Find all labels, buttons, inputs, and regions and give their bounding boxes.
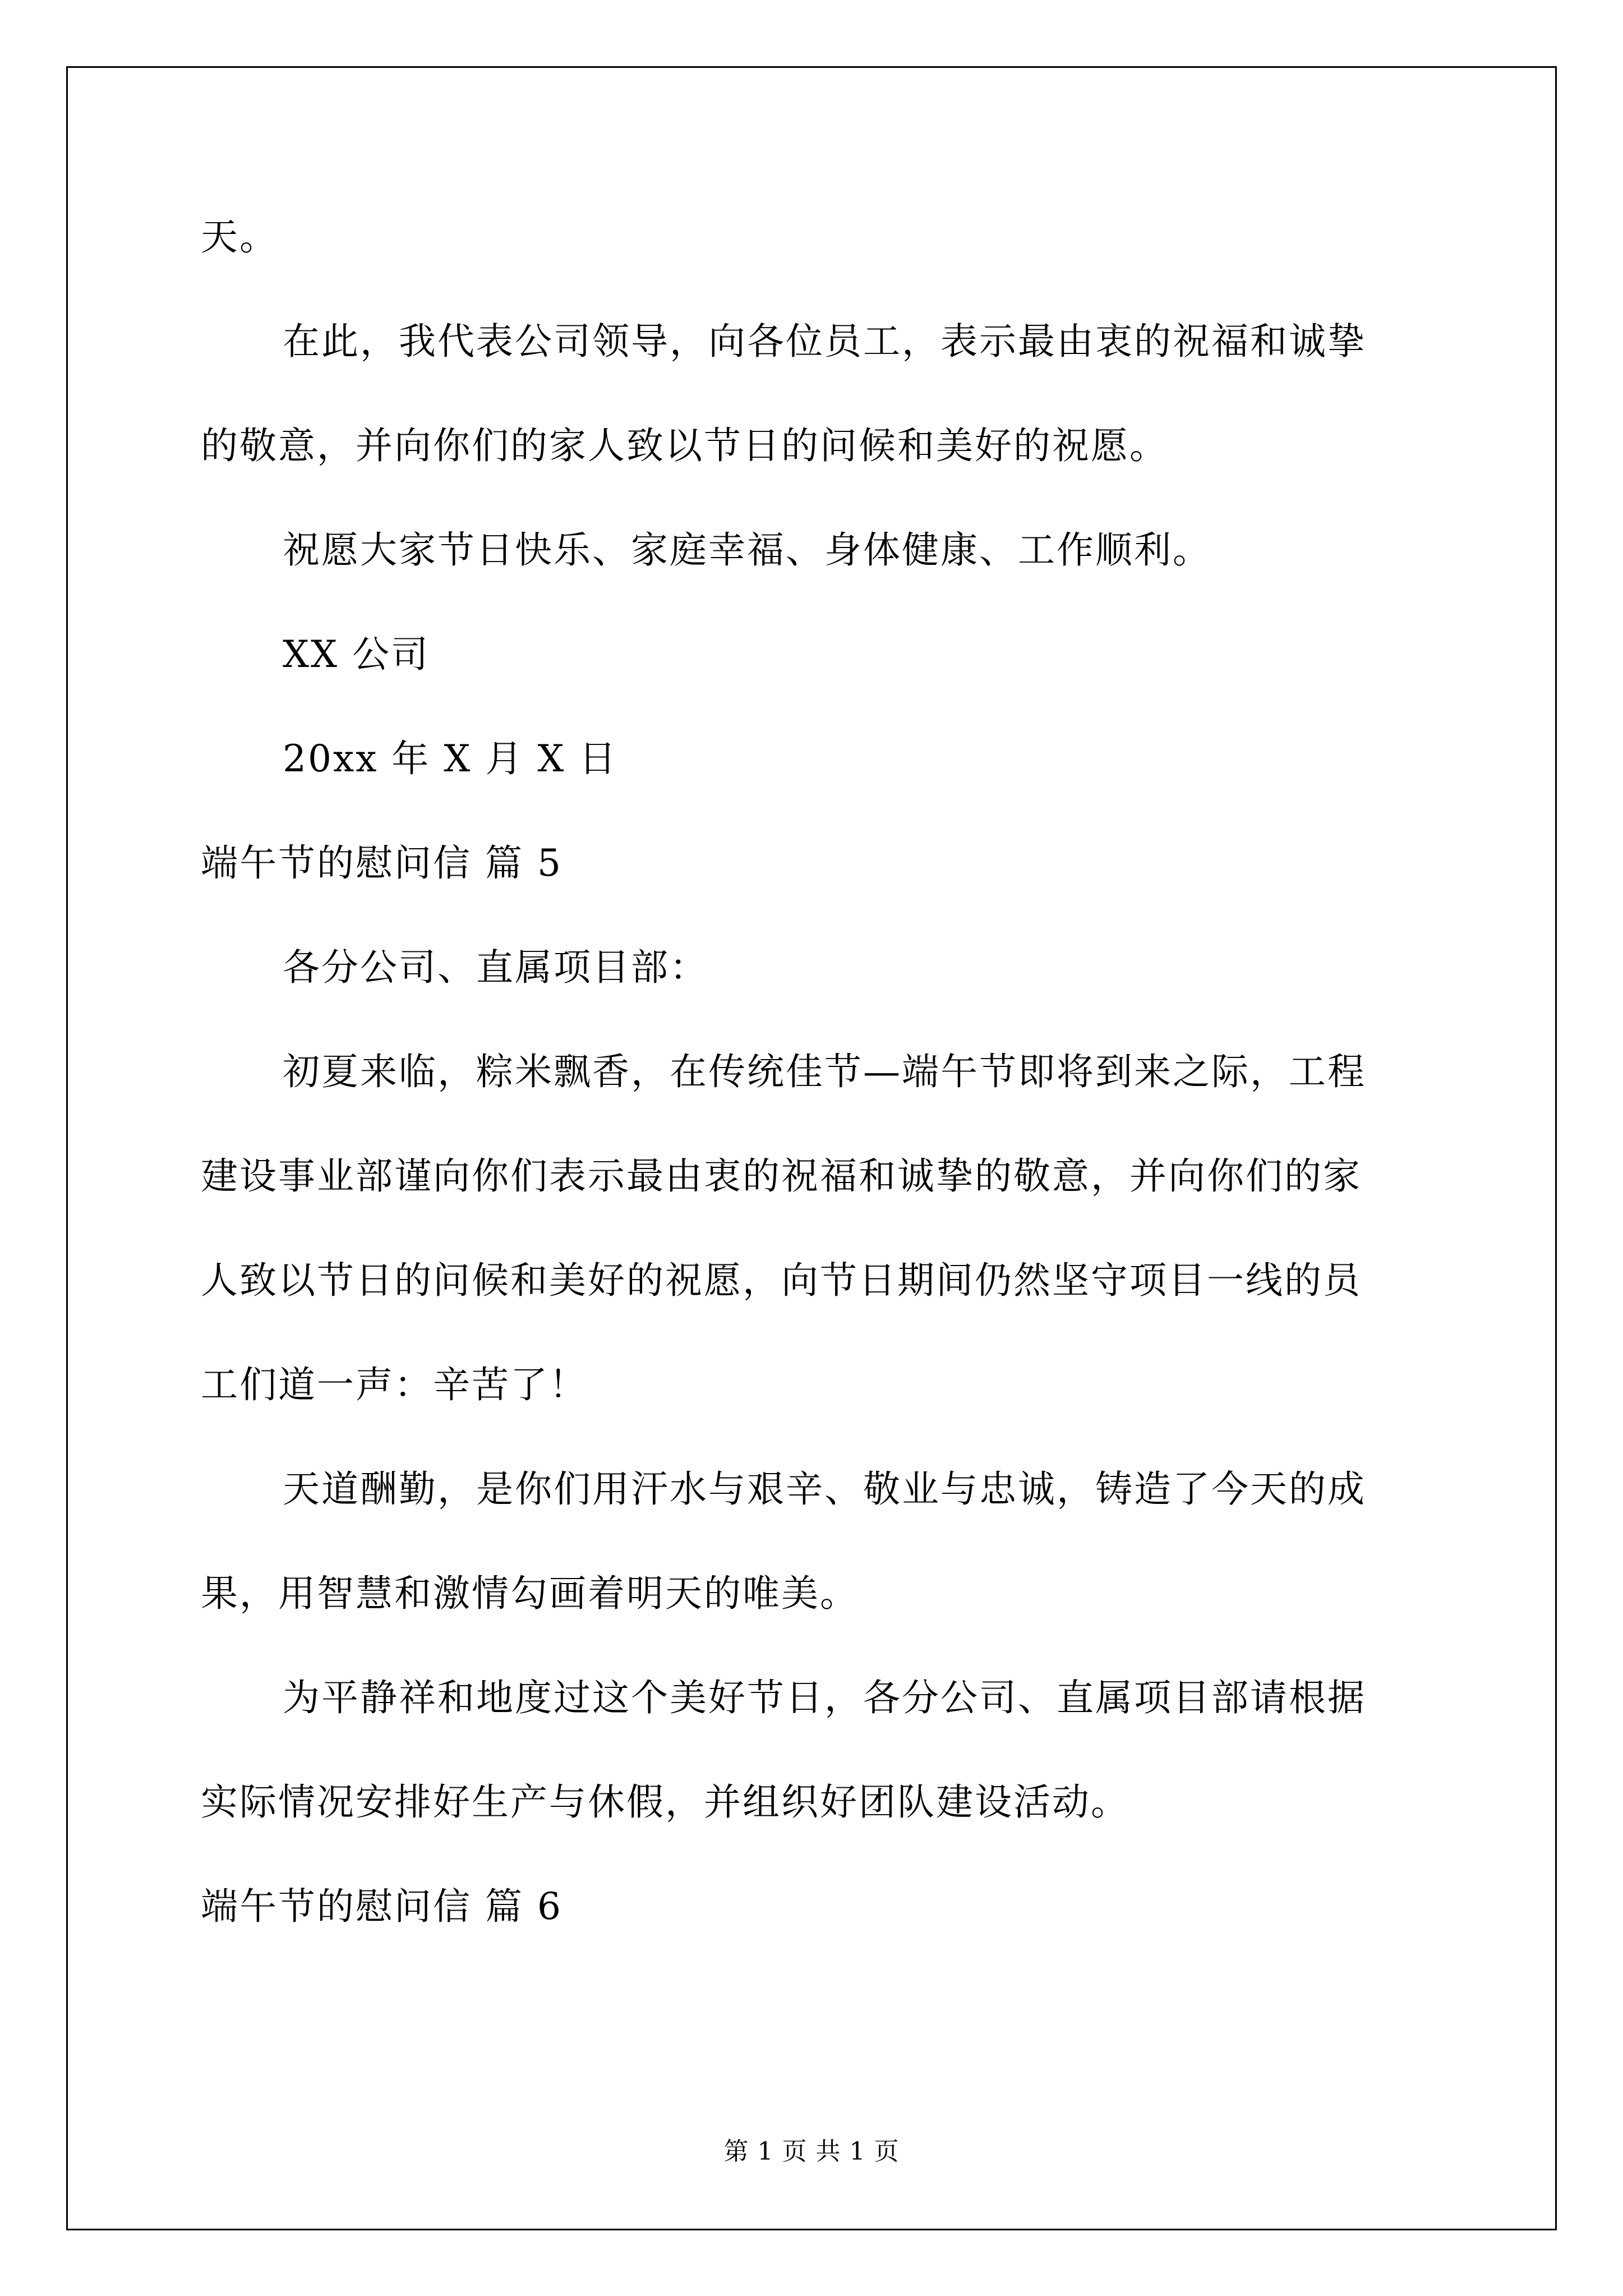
- page-footer: 第 1 页 共 1 页: [723, 2137, 900, 2166]
- paragraph-line: 初夏来临，粽米飘香，在传统佳节—端午节即将到来之际，工程: [283, 1050, 1366, 1093]
- text-line: 建设事业部谨向你们表示最由衷的祝福和诚挚的敬意，并向你们的家: [201, 1154, 1362, 1198]
- paragraph-line: 天道酬勤，是你们用汗水与艰辛、敬业与忠诚，铸造了今天的成: [283, 1467, 1366, 1511]
- paragraph-line: 为平静祥和地度过这个美好节日，各分公司、直属项目部请根据: [283, 1676, 1366, 1719]
- document-body: [201, 185, 1429, 1959]
- paragraph-line: 祝愿大家节日快乐、家庭幸福、身体健康、工作顺利。: [283, 528, 1211, 572]
- signature-date: 20xx 年 X 月 X 日: [283, 737, 618, 780]
- salutation: 各分公司、直属项目部：: [283, 946, 708, 989]
- text-line: 工们道一声：辛苦了！: [201, 1363, 588, 1406]
- section-heading: 端午节的慰问信 篇 5: [201, 841, 562, 885]
- text-line: 人致以节日的问候和美好的祝愿，向节日期间仍然坚守项目一线的员: [201, 1259, 1362, 1302]
- text-line: 实际情况安排好生产与休假，并组织好团队建设活动。: [201, 1780, 1129, 1824]
- section-heading: 端午节的慰问信 篇 6: [201, 1885, 562, 1928]
- signature-company: XX 公司: [283, 633, 430, 676]
- text-line: 果，用智慧和激情勾画着明天的唯美。: [201, 1572, 859, 1615]
- paragraph-line: 在此，我代表公司领导，向各位员工，表示最由衷的祝福和诚挚: [283, 320, 1366, 363]
- text-line: 天。: [201, 215, 278, 259]
- text-line: 的敬意，并向你们的家人致以节日的问候和美好的祝愿。: [201, 424, 1168, 467]
